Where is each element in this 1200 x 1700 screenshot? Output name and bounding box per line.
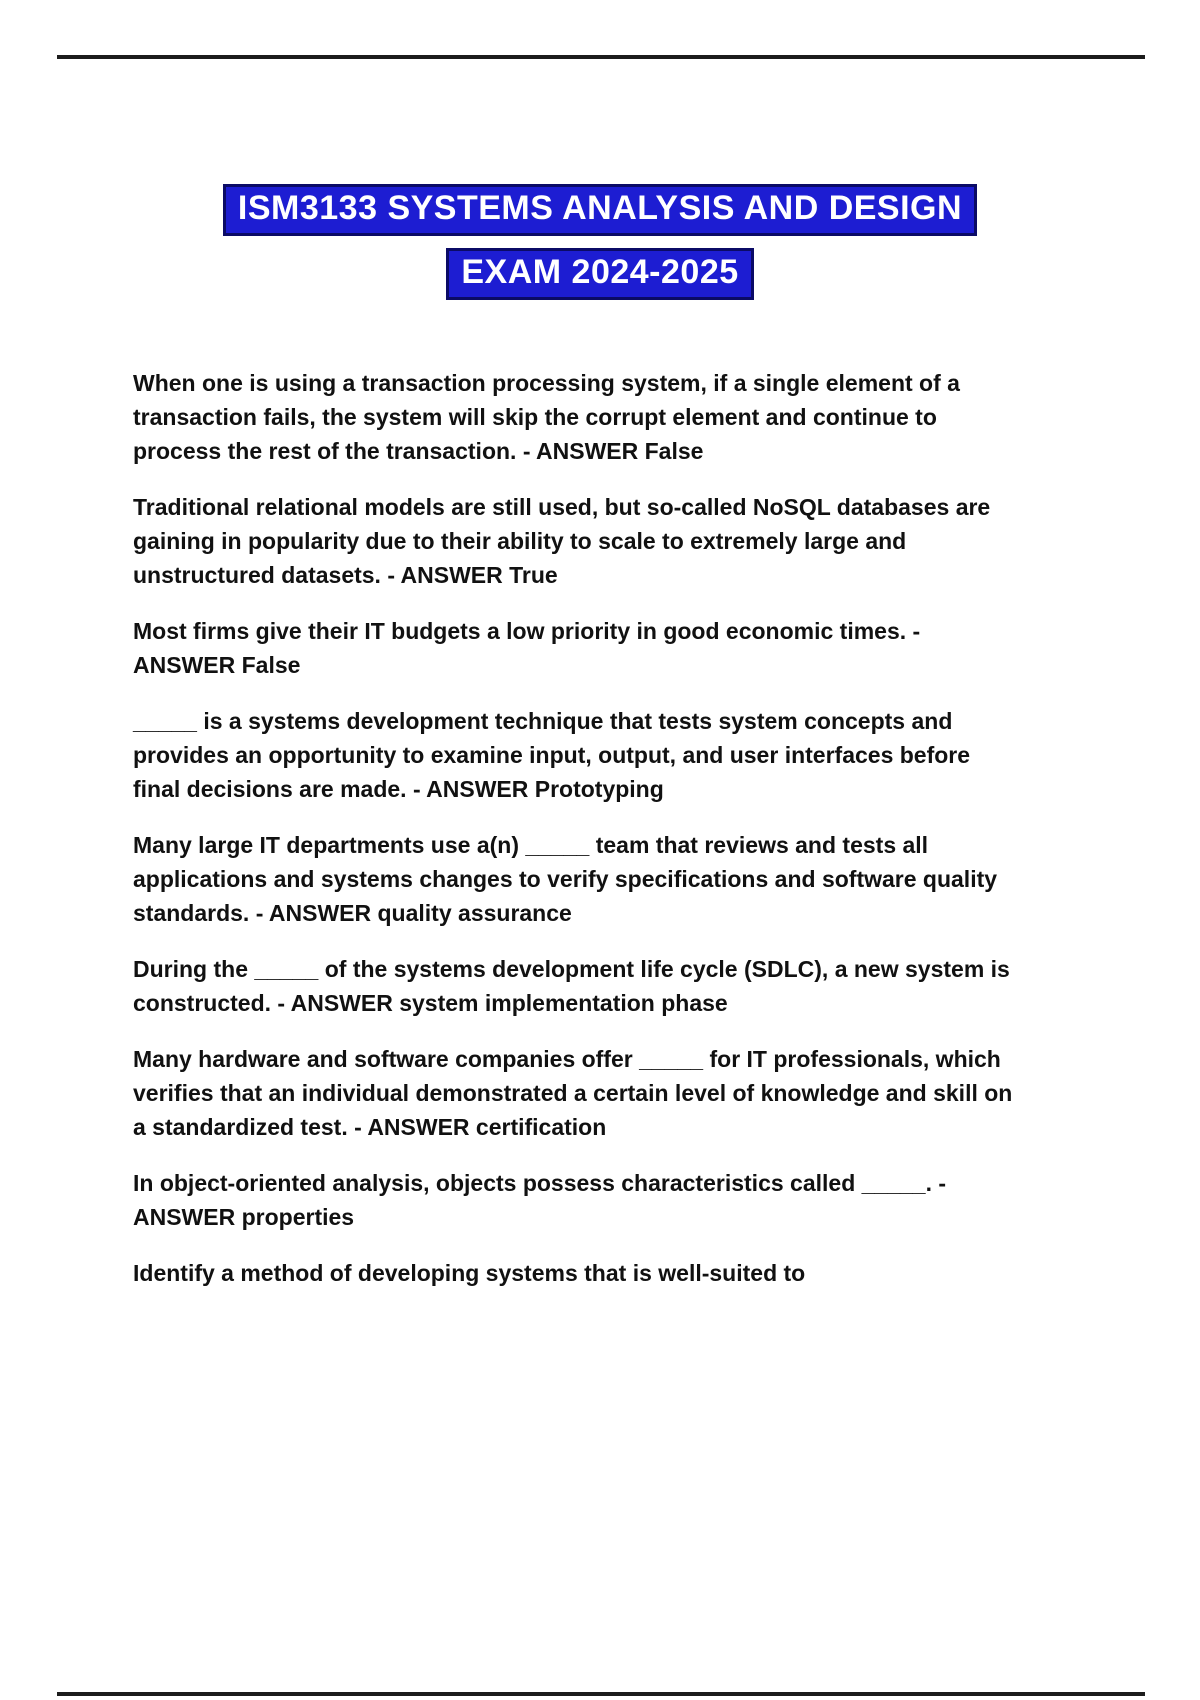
- qa-paragraph: Many hardware and software companies offer _____ for IT professionals, which verifies that an individual demonstrated a certain level of knowledge and skill on a standardized test. - ANSWER certification: [133, 1046, 1013, 1140]
- title-row-1: [0, 184, 1200, 236]
- top-rule: [57, 55, 1145, 59]
- qa-paragraph: _____ is a systems development technique that tests system concepts and provides an opportunity to examine input, output, and user interfaces before final decisions are made. - ANSWER Prototyping: [133, 708, 971, 802]
- title-row-2: [0, 248, 1200, 300]
- qa-paragraph: When one is using a transaction processing system, if a single element of a transaction fails, the system will skip the corrupt element and continue to process the rest of the transaction. - ANSWER False: [133, 370, 960, 464]
- qa-paragraph: Most firms give their IT budgets a low priority in good economic times. - ANSWER False: [133, 618, 921, 678]
- qa-paragraph: Many large IT departments use a(n) _____ team that reviews and tests all applications and systems changes to verify specifications and software quality standards. - ANSWER quality assurance: [133, 832, 998, 926]
- bottom-rule: [57, 1692, 1145, 1696]
- title-line-1: ISM3133 SYSTEMS ANALYSIS AND DESIGN: [223, 184, 977, 236]
- qa-list: [133, 366, 1021, 1312]
- qa-paragraph: During the _____ of the systems development life cycle (SDLC), a new system is constructed. - ANSWER system implementation phase: [133, 956, 1010, 1016]
- qa-paragraph: Traditional relational models are still used, but so-called NoSQL databases are gaining in popularity due to their ability to scale to extremely large and unstructured datasets. - ANSWER True: [133, 494, 991, 588]
- qa-paragraph: Identify a method of developing systems that is well-suited to: [133, 1260, 806, 1286]
- title-line-2: EXAM 2024-2025: [446, 248, 753, 300]
- qa-paragraph: In object-oriented analysis, objects possess characteristics called _____. - ANSWER properties: [133, 1170, 947, 1230]
- document-title: [0, 184, 1200, 312]
